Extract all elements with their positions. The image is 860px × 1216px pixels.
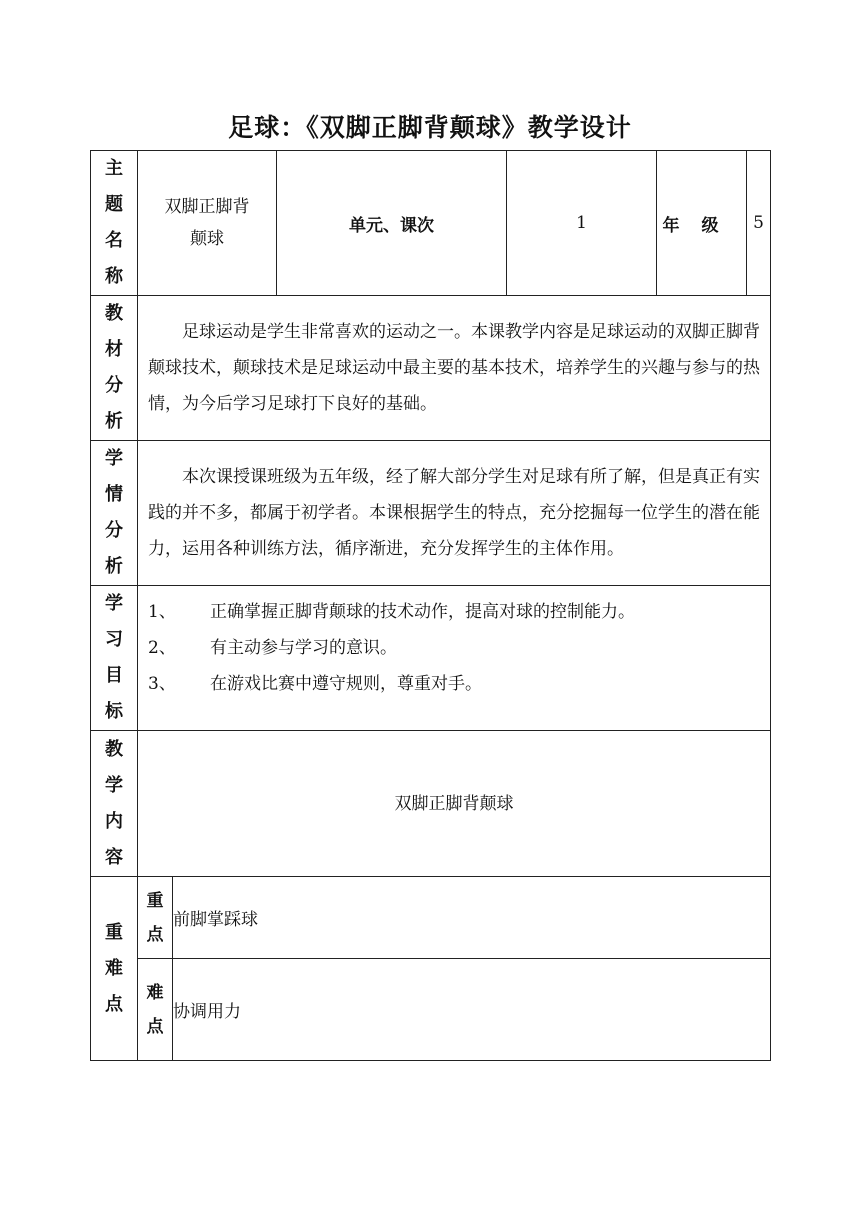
learning-goals-label: 学 习 目 标	[91, 586, 138, 731]
key-difficult-label: 重 难 点	[91, 877, 138, 1061]
topic-row	[91, 151, 771, 296]
unit-label: 单元、课次	[277, 151, 507, 296]
learning-goals-cell	[138, 586, 771, 731]
lesson-plan-table	[90, 150, 771, 1061]
teaching-content-row	[91, 731, 771, 877]
document-title: 足球：《双脚正脚背颠球》教学设计	[228, 113, 632, 142]
grade-value: 5	[747, 151, 771, 296]
learning-goals-row	[91, 586, 771, 731]
difficult-point-text: 协调用力	[173, 959, 771, 1061]
student-analysis-row	[91, 441, 771, 586]
teaching-content-value: 双脚正脚背颠球	[138, 731, 771, 877]
student-analysis-label: 学 情 分 析	[91, 441, 138, 586]
difficult-point-label: 难 点	[138, 959, 173, 1061]
textbook-analysis-text: 足球运动是学生非常喜欢的运动之一。本课教学内容是足球运动的双脚正脚背颠球技术，颠球技术是足球运动中最主要的基本技术，培养学生的兴趣与参与的热情，为今后学习足球打下良好的基础。	[148, 322, 760, 414]
grade-label: 年级	[657, 151, 747, 296]
difficult-point-row	[91, 959, 771, 1061]
list-item: 1、 正确掌握正脚背颠球的技术动作，提高对球的控制能力。	[148, 602, 635, 622]
list-item: 2、 有主动参与学习的意识。	[148, 638, 397, 658]
topic-value: 双脚正脚背 颠球	[138, 151, 277, 296]
textbook-analysis-label: 教 材 分 析	[91, 296, 138, 441]
key-point-row	[91, 877, 771, 959]
student-analysis-cell	[138, 441, 771, 586]
topic-label: 主 题 名 称	[91, 151, 138, 296]
list-item: 3、 在游戏比赛中遵守规则，尊重对手。	[148, 674, 482, 694]
teaching-content-label: 教 学 内 容	[91, 731, 138, 877]
unit-value: 1	[507, 151, 657, 296]
learning-goals-list	[138, 586, 770, 710]
textbook-analysis-row	[91, 296, 771, 441]
textbook-analysis-cell	[138, 296, 771, 441]
student-analysis-text: 本次课授课班级为五年级，经了解大部分学生对足球有所了解，但是真正有实践的并不多，都属于初学者。本课根据学生的特点，充分挖掘每一位学生的潜在能力，运用各种训练方法，循序渐进，充分发挥学生的主体作用。	[148, 467, 760, 559]
key-point-text: 前脚掌踩球	[173, 877, 771, 959]
key-point-label: 重 点	[138, 877, 173, 959]
